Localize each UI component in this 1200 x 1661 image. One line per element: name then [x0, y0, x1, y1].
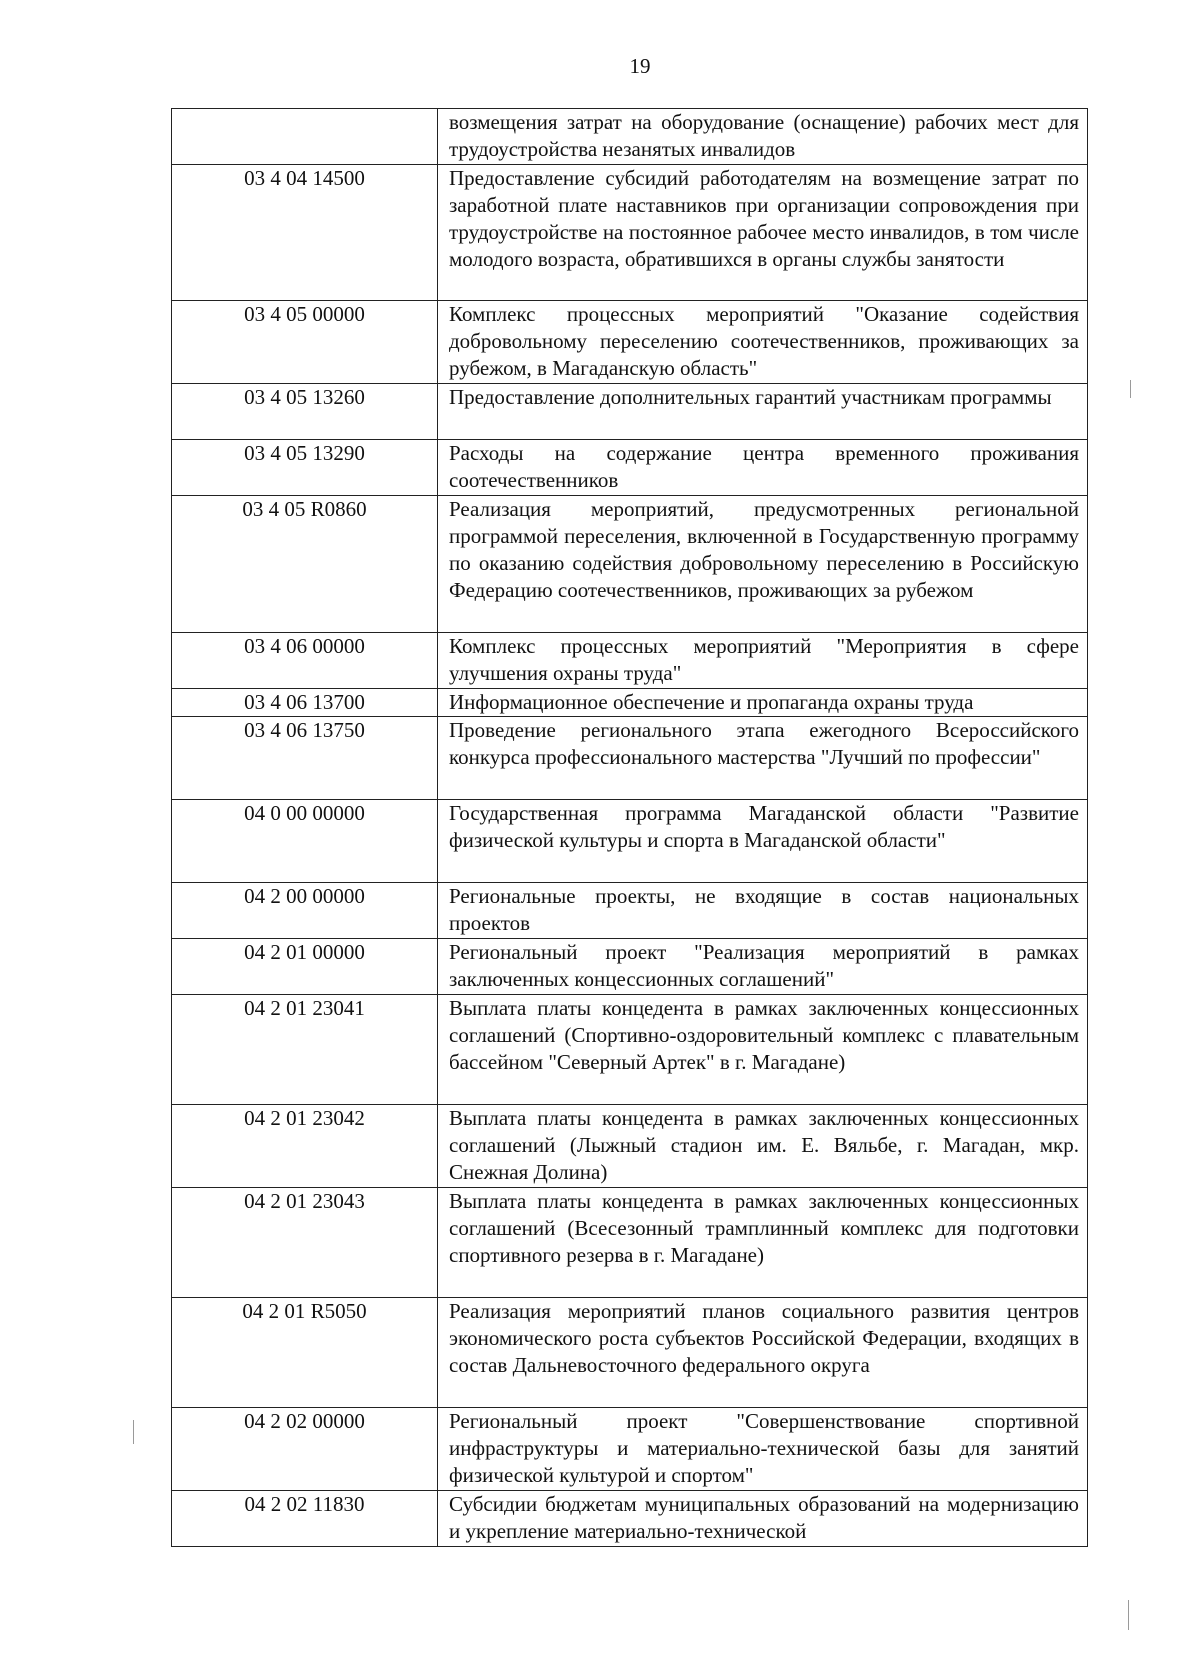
row-code: 03 4 06 00000 [172, 633, 438, 689]
row-code: 03 4 06 13750 [172, 717, 438, 800]
table-row [172, 717, 1088, 800]
row-code: 03 4 05 13260 [172, 384, 438, 440]
row-code: 03 4 04 14500 [172, 165, 438, 301]
page-number: 19 [629, 54, 651, 78]
row-description: Выплата платы концедента в рамках заключенных концессионных соглашений (Спортивно-оздоровительный комплекс с плавательным бассейном "Северный Артек" в г. Магадане) [438, 995, 1088, 1105]
table-row [172, 440, 1088, 496]
row-code: 04 2 01 R5050 [172, 1298, 438, 1408]
table-row [172, 165, 1088, 301]
row-code [172, 109, 438, 165]
row-description: Предоставление субсидий работодателям на возмещение затрат по заработной плате наставников при организации сопровождения при трудоустройстве на постоянное рабочее место инвалидов, в том числе молодого возраста, обратившихся в органы службы занятости [438, 165, 1088, 301]
row-description: Предоставление дополнительных гарантий участникам программы [438, 384, 1088, 440]
row-description: Информационное обеспечение и пропаганда охраны труда [438, 689, 1088, 717]
budget-classification-table [171, 108, 1088, 1547]
scan-margin-mark [133, 1420, 134, 1444]
row-code: 04 2 01 23043 [172, 1188, 438, 1298]
table-body [172, 109, 1088, 1547]
row-description: Комплекс процессных мероприятий "Оказание содействия добровольному переселению соотечественников, проживающих за рубежом, в Магаданскую область" [438, 301, 1088, 384]
table-row [172, 633, 1088, 689]
table-row [172, 1491, 1088, 1547]
row-description: Комплекс процессных мероприятий "Мероприятия в сфере улучшения охраны труда" [438, 633, 1088, 689]
table-row [172, 496, 1088, 633]
row-description: Региональные проекты, не входящие в состав национальных проектов [438, 883, 1088, 939]
scan-margin-mark [1130, 380, 1131, 398]
table-row [172, 1105, 1088, 1188]
table-row [172, 1298, 1088, 1408]
table-row [172, 109, 1088, 165]
table-row [172, 800, 1088, 883]
row-description: Выплата платы концедента в рамках заключенных концессионных соглашений (Всесезонный трамплинный комплекс для подготовки спортивного резерва в г. Магадане) [438, 1188, 1088, 1298]
row-description: Региональный проект "Совершенствование спортивной инфраструктуры и материально-технической базы для занятий физической культурой и спортом" [438, 1408, 1088, 1491]
table-row [172, 883, 1088, 939]
row-code: 04 2 01 23042 [172, 1105, 438, 1188]
row-description: Выплата платы концедента в рамках заключенных концессионных соглашений (Лыжный стадион им. Е. Вяльбе, г. Магадан, мкр. Снежная Долина) [438, 1105, 1088, 1188]
row-code: 04 2 02 11830 [172, 1491, 438, 1547]
row-description: Расходы на содержание центра временного проживания соотечественников [438, 440, 1088, 496]
row-code: 04 2 01 00000 [172, 939, 438, 995]
row-code: 04 2 01 23041 [172, 995, 438, 1105]
table-row [172, 1408, 1088, 1491]
row-code: 03 4 06 13700 [172, 689, 438, 717]
table-row [172, 689, 1088, 717]
table-row [172, 995, 1088, 1105]
row-description: Государственная программа Магаданской области "Развитие физической культуры и спорта в Магаданской области" [438, 800, 1088, 883]
row-code: 03 4 05 13290 [172, 440, 438, 496]
row-description: возмещения затрат на оборудование (оснащение) рабочих мест для трудоустройства незанятых инвалидов [438, 109, 1088, 165]
scan-margin-mark [1128, 1600, 1129, 1630]
row-description: Реализация мероприятий планов социального развития центров экономического роста субъектов Российской Федерации, входящих в состав Дальневосточного федерального округа [438, 1298, 1088, 1408]
row-description: Реализация мероприятий, предусмотренных региональной программой переселения, включенной в Государственную программу по оказанию содействия добровольному переселению в Российскую Федерацию соотечественников, проживающих за рубежом [438, 496, 1088, 633]
table-row [172, 301, 1088, 384]
table-row [172, 939, 1088, 995]
table-row [172, 1188, 1088, 1298]
row-code: 04 0 00 00000 [172, 800, 438, 883]
row-code: 03 4 05 R0860 [172, 496, 438, 633]
row-description: Региональный проект "Реализация мероприятий в рамках заключенных концессионных соглашений" [438, 939, 1088, 995]
row-code: 04 2 00 00000 [172, 883, 438, 939]
table-row [172, 384, 1088, 440]
row-description: Проведение регионального этапа ежегодного Всероссийского конкурса профессионального мастерства "Лучший по профессии" [438, 717, 1088, 800]
row-description: Субсидии бюджетам муниципальных образований на модернизацию и укрепление материально-технической [438, 1491, 1088, 1547]
row-code: 04 2 02 00000 [172, 1408, 438, 1491]
row-code: 03 4 05 00000 [172, 301, 438, 384]
